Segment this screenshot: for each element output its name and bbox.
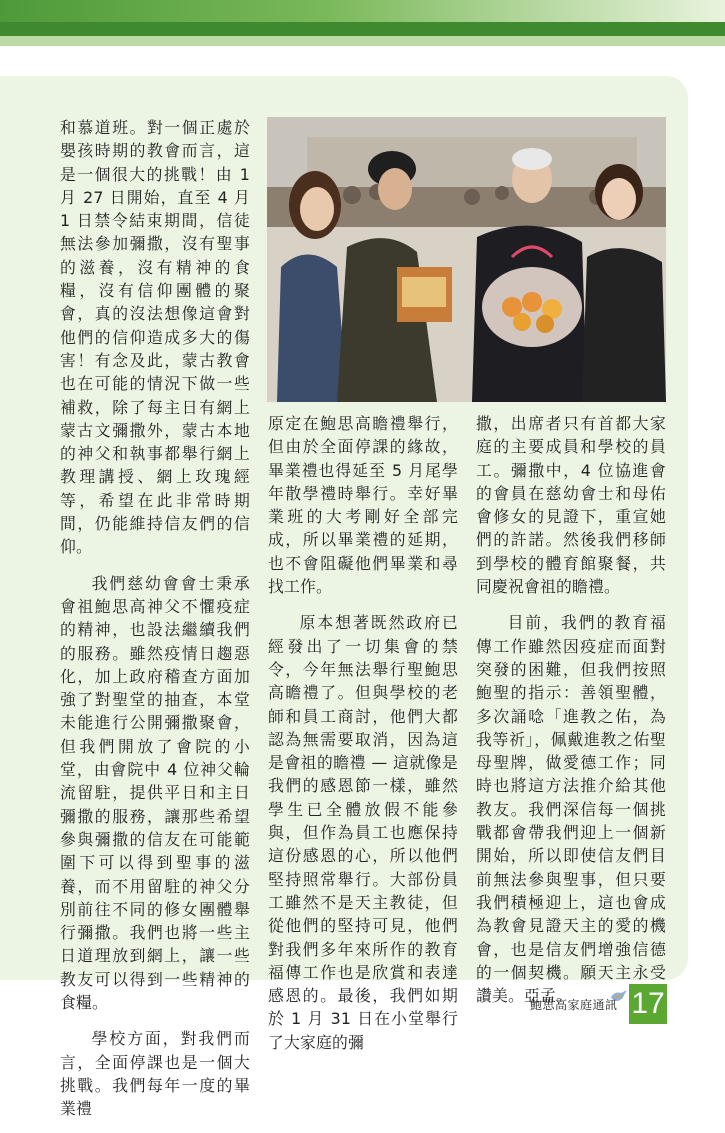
paragraph: 我們慈幼會會士秉承會祖鮑思高神父不懼疫症的精神，也設法繼續我們的服務。雖然疫情日趨惡化，加上政府稽查方面加強了對聖堂的抽查，本堂未能進行公開彌撒聚會，但我們開放了會院的小堂，由會院中 4 位神父輪流留駐，提供平日和主日彌撒的服務，讓那些希望參與彌撒的信友在可能範圍下可以得到聖事的滋養，而不用留駐的神父分別前往不同的修女團體舉行彌撒。我們也將一些主日道理放到網上，讓一些教友可以得到一些精神的食糧。 bbox=[60, 573, 250, 1012]
publication-name: 鮑思高家庭通訊 bbox=[530, 998, 618, 1012]
article-column-3 bbox=[476, 412, 666, 1020]
article-column-2 bbox=[268, 412, 458, 1067]
paragraph: 原定在鮑思高瞻禮舉行，但由於全面停課的緣故，畢業禮也得延至 5 月尾學年散學禮時舉行。幸好畢業班的大考剛好全部完成，所以畢業禮的延期，也不會阻礙他們畢業和尋找工作。 bbox=[268, 414, 458, 597]
article-column-1 bbox=[60, 116, 250, 1133]
header-light-band bbox=[0, 36, 725, 46]
group-photo bbox=[267, 117, 666, 402]
paragraph: 原本想著既然政府已經發出了一切集會的禁令，今年無法舉行聖鮑思高瞻禮了。但與學校的老師和員工商討，他們大都認為無需要取消，因為這是會祖的瞻禮 — 這就像是我們的感恩節一樣，雖然學生已全體放假不能參與，但作為員工也應保持這份感恩的心，所以他們堅持照常舉行。大部份員工雖然不是天主教徒，但從他們的堅持可見，他們對我們多年來所作的教育福傳工作也是欣賞和表達感恩的。最後，我們如期於 1 月 31 日在小堂舉行了大家庭的彌 bbox=[268, 613, 458, 1052]
header-dark-stripe bbox=[0, 22, 725, 36]
paragraph: 撒，出席者只有首都大家庭的主要成員和學校的員工。彌撒中，4 位協進會的會員在慈幼會士和母佑會修女的見證下，重宣她們的許諾。然後我們移師到學校的體育館聚餐，共同慶祝會祖的瞻禮。 bbox=[476, 414, 666, 597]
paragraph: 學校方面，對我們而言，全面停課也是一個大挑戰。我們每年一度的畢業禮 bbox=[60, 1029, 250, 1119]
group-photo-illustration bbox=[267, 117, 666, 402]
page-number: 17 bbox=[629, 984, 667, 1024]
closing-text: 目前，我們的教育福傳工作雖然因疫症而面對突發的困難，但我們按照鮑聖的指示：善領聖體，多次誦唸「進教之佑，為我等祈」，佩戴進教之佑聖母聖牌，做愛德工作；同時也將這方法推介給其他教友。我們深信每一個挑戰都會帶我們迎上一個新開始，所以即使信友們目前無法參與聖事，但只要我們積極迎上，這也會成為教會見證天主的愛的機會，也是信友們增強信德的一個契機。願天主永受讚美。亞孟。 bbox=[476, 613, 666, 1006]
paragraph: 和慕道班。對一個正處於嬰孩時期的教會而言，這是一個很大的挑戰！由 1 月 27 日開始，直至 4 月 1 日禁令結束期間，信徒無法參加彌撒，沒有聖事的滋養，沒有精神的食糧，沒有信仰團體的聚會，真的沒法想像這會對他們的信仰造成多大的傷害！有念及此，蒙古教會也在可能的情況下做一些補救，除了每主日有網上蒙古文彌撒外，蒙古本地的神父和執事都舉行網上教理講授、網上玫瑰經等，希望在此非常時期間，仍能維持信友們的信仰。 bbox=[60, 118, 250, 557]
paragraph bbox=[476, 611, 666, 1007]
